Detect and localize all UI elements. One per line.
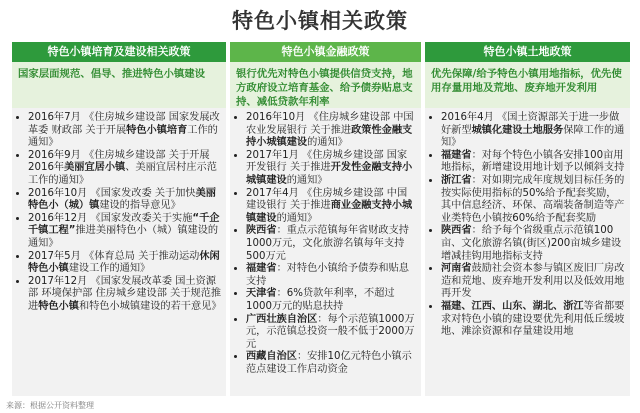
policy-item-text: 等省都要求对特色小镇的建设要优先利用低丘缓坡地、滩涂资源和存量建设用地	[441, 300, 625, 338]
policy-item-highlight: 商业金融支持小城镇建设	[246, 200, 413, 224]
policy-item-text: 2016年4月 《国土资源部关于进一步做好新型	[441, 112, 620, 136]
policy-item-text: 2016年10月 《国家发改委 关于加快	[28, 187, 196, 199]
policy-item-text: ：对每个特色小镇各安排100亩用地指标，新增建设用地计划予以倾斜支持	[441, 149, 625, 174]
policy-item-highlight: 西藏自治区	[246, 351, 297, 363]
policy-item	[246, 263, 417, 288]
policy-item-highlight: 河南省	[441, 263, 472, 275]
policy-item-highlight: 福建、江西、山东、湖北、浙江	[441, 300, 584, 312]
policy-item	[246, 112, 417, 150]
policy-item-text: 2017年5月 《体育总局 关于推动运动	[28, 250, 200, 262]
policy-item-highlight: 陕西省	[441, 225, 472, 237]
column-cultivation-policy	[12, 42, 226, 396]
policy-item	[246, 351, 417, 376]
policy-item-text: 2016年10月 《住房城乡建设部 中国农业发展银行 关于推进	[246, 112, 414, 136]
policy-item-highlight: 特色小镇	[38, 300, 79, 312]
policy-item-highlight: “千企千镇工程”	[28, 212, 220, 237]
column-land-policy	[425, 42, 630, 396]
source-note: 来源：根据公开资料整理	[6, 401, 94, 410]
policy-item	[246, 314, 417, 352]
policy-item-text: 工作的通知》	[28, 124, 218, 149]
policy-item	[441, 175, 626, 225]
policy-item	[28, 112, 222, 150]
policy-item-highlight: 陕西省	[246, 225, 277, 237]
policy-item	[441, 225, 626, 263]
policy-item	[28, 251, 222, 276]
policy-item-text: 、美丽宜居村庄示范工作的通知》	[28, 162, 217, 186]
policy-item	[441, 112, 626, 150]
policy-item	[28, 276, 222, 314]
policy-item	[246, 288, 417, 313]
policy-item-text: 鼓励社会资本参与镇区废旧厂房改造和荒地、废弃地开发利用以及低效用地再开发	[441, 263, 625, 300]
policy-item	[441, 263, 626, 301]
policy-item-text: 2016年12月 《国家发改委关于实施	[28, 212, 193, 224]
policy-item	[441, 150, 626, 175]
policy-item-text: 的通知》	[286, 174, 328, 186]
policy-item-highlight: 美丽特色小（城）镇	[28, 187, 216, 212]
policy-item	[28, 188, 222, 213]
policy-item-highlight: 天津省	[246, 288, 277, 300]
policy-item	[441, 301, 626, 339]
column-header: 特色小镇培育及建设相关政策	[12, 42, 226, 62]
policy-item-text: ：6%贷款年利率，不超过1000万元的贴息扶持	[246, 288, 395, 312]
page-title: 特色小镇相关政策	[232, 9, 408, 33]
policy-item-text: ：每个示范镇1000万元，示范镇总投资一般不低于2000万元	[246, 313, 415, 350]
policy-item	[246, 150, 417, 188]
column-summary: 优先保障/给予特色小镇用地指标，优先使用存量用地及荒地、废弃地开发利用	[425, 62, 630, 108]
policy-item-text: 2017年1月 《住房城乡建设部 国家开发银行 关于推进	[246, 149, 408, 174]
policy-item	[28, 150, 222, 188]
policy-item	[28, 213, 222, 251]
policy-item-text: 2016年9月 《住房城乡建设部 关于开展2016年	[28, 149, 210, 174]
policy-item-text: ：给予每个省级重点示范镇100亩、文化旅游名镇(街区)200亩城乡建设增减挂钩用地指标支持	[441, 225, 622, 262]
policy-item-text: ：对特色小镇给予债券和贴息支持	[246, 263, 409, 287]
policy-item-highlight: 特色小镇培育	[126, 124, 188, 136]
policy-item-text: 保障工作的通知》	[441, 124, 625, 149]
policy-item-text: ：重点示范镇每年省财政支持1000万元，文化旅游名镇每年支持500万元	[246, 225, 409, 262]
policy-item-highlight: 美丽宜居小镇	[64, 162, 126, 174]
column-summary: 国家层面规范、倡导、推进特色小镇建设	[12, 62, 226, 108]
policy-item-text: 建设的指导意见》	[99, 200, 181, 212]
policy-item	[246, 225, 417, 263]
policy-item-text: 的通知》	[307, 137, 348, 149]
policy-item-text: 2017年12月 《国家发展改革委 国土资源部 环境保护部 住房城乡建设部 关于规范推进	[28, 275, 222, 312]
column-summary: 银行优先对特色小镇提供信贷支持，地方政府设立培育基金、给予债券贴息支持、减低贷款年利率	[230, 62, 421, 108]
policy-item-text: ：安排10亿元特色小镇示范点建设工作启动资金	[246, 351, 412, 375]
policy-item-highlight: 浙江省	[441, 174, 472, 186]
policy-item-text: 2017年4月 《住房城乡建设部 中国建设银行 关于推进	[246, 187, 408, 212]
policy-item-highlight: 开发性金融支持小城镇建设	[246, 162, 413, 186]
policy-item-text: 2016年7月 《住房城乡建设部 国家发展改革委 财政部 关于开展	[28, 112, 220, 136]
policy-item-text: 的通知》	[276, 212, 318, 224]
policy-list	[230, 108, 421, 396]
policy-item-highlight: 休闲特色小镇	[28, 250, 220, 275]
column-header: 特色小镇土地政策	[425, 42, 630, 62]
policy-item	[246, 188, 417, 226]
policy-item-text: ：对如期完成年度规划目标任务的按实际使用指标的50%给予配套奖励，其中信息经济、环保、高端装备制造等产业类特色小镇按60%给予配套奖励	[441, 174, 625, 224]
policy-item-highlight: 广西壮族自治区	[246, 313, 318, 325]
column-header: 特色小镇金融政策	[230, 42, 421, 62]
policy-item-text: 和特色小城镇建设的若干意见》	[78, 300, 222, 312]
policy-item-text: 推进美丽特色小（城）镇建设的通知》	[28, 225, 219, 249]
policy-item-text: 建设工作的通知》	[68, 263, 151, 275]
policy-item-highlight: 政策性金融支持小城镇建设	[246, 124, 413, 149]
policy-item-highlight: 福建省	[246, 263, 277, 275]
policy-item-highlight: 城镇化建设土地服务	[471, 124, 564, 136]
column-finance-policy	[230, 42, 421, 396]
policy-list	[12, 108, 226, 396]
policy-list	[425, 108, 630, 396]
policy-item-highlight: 福建省	[441, 149, 472, 161]
